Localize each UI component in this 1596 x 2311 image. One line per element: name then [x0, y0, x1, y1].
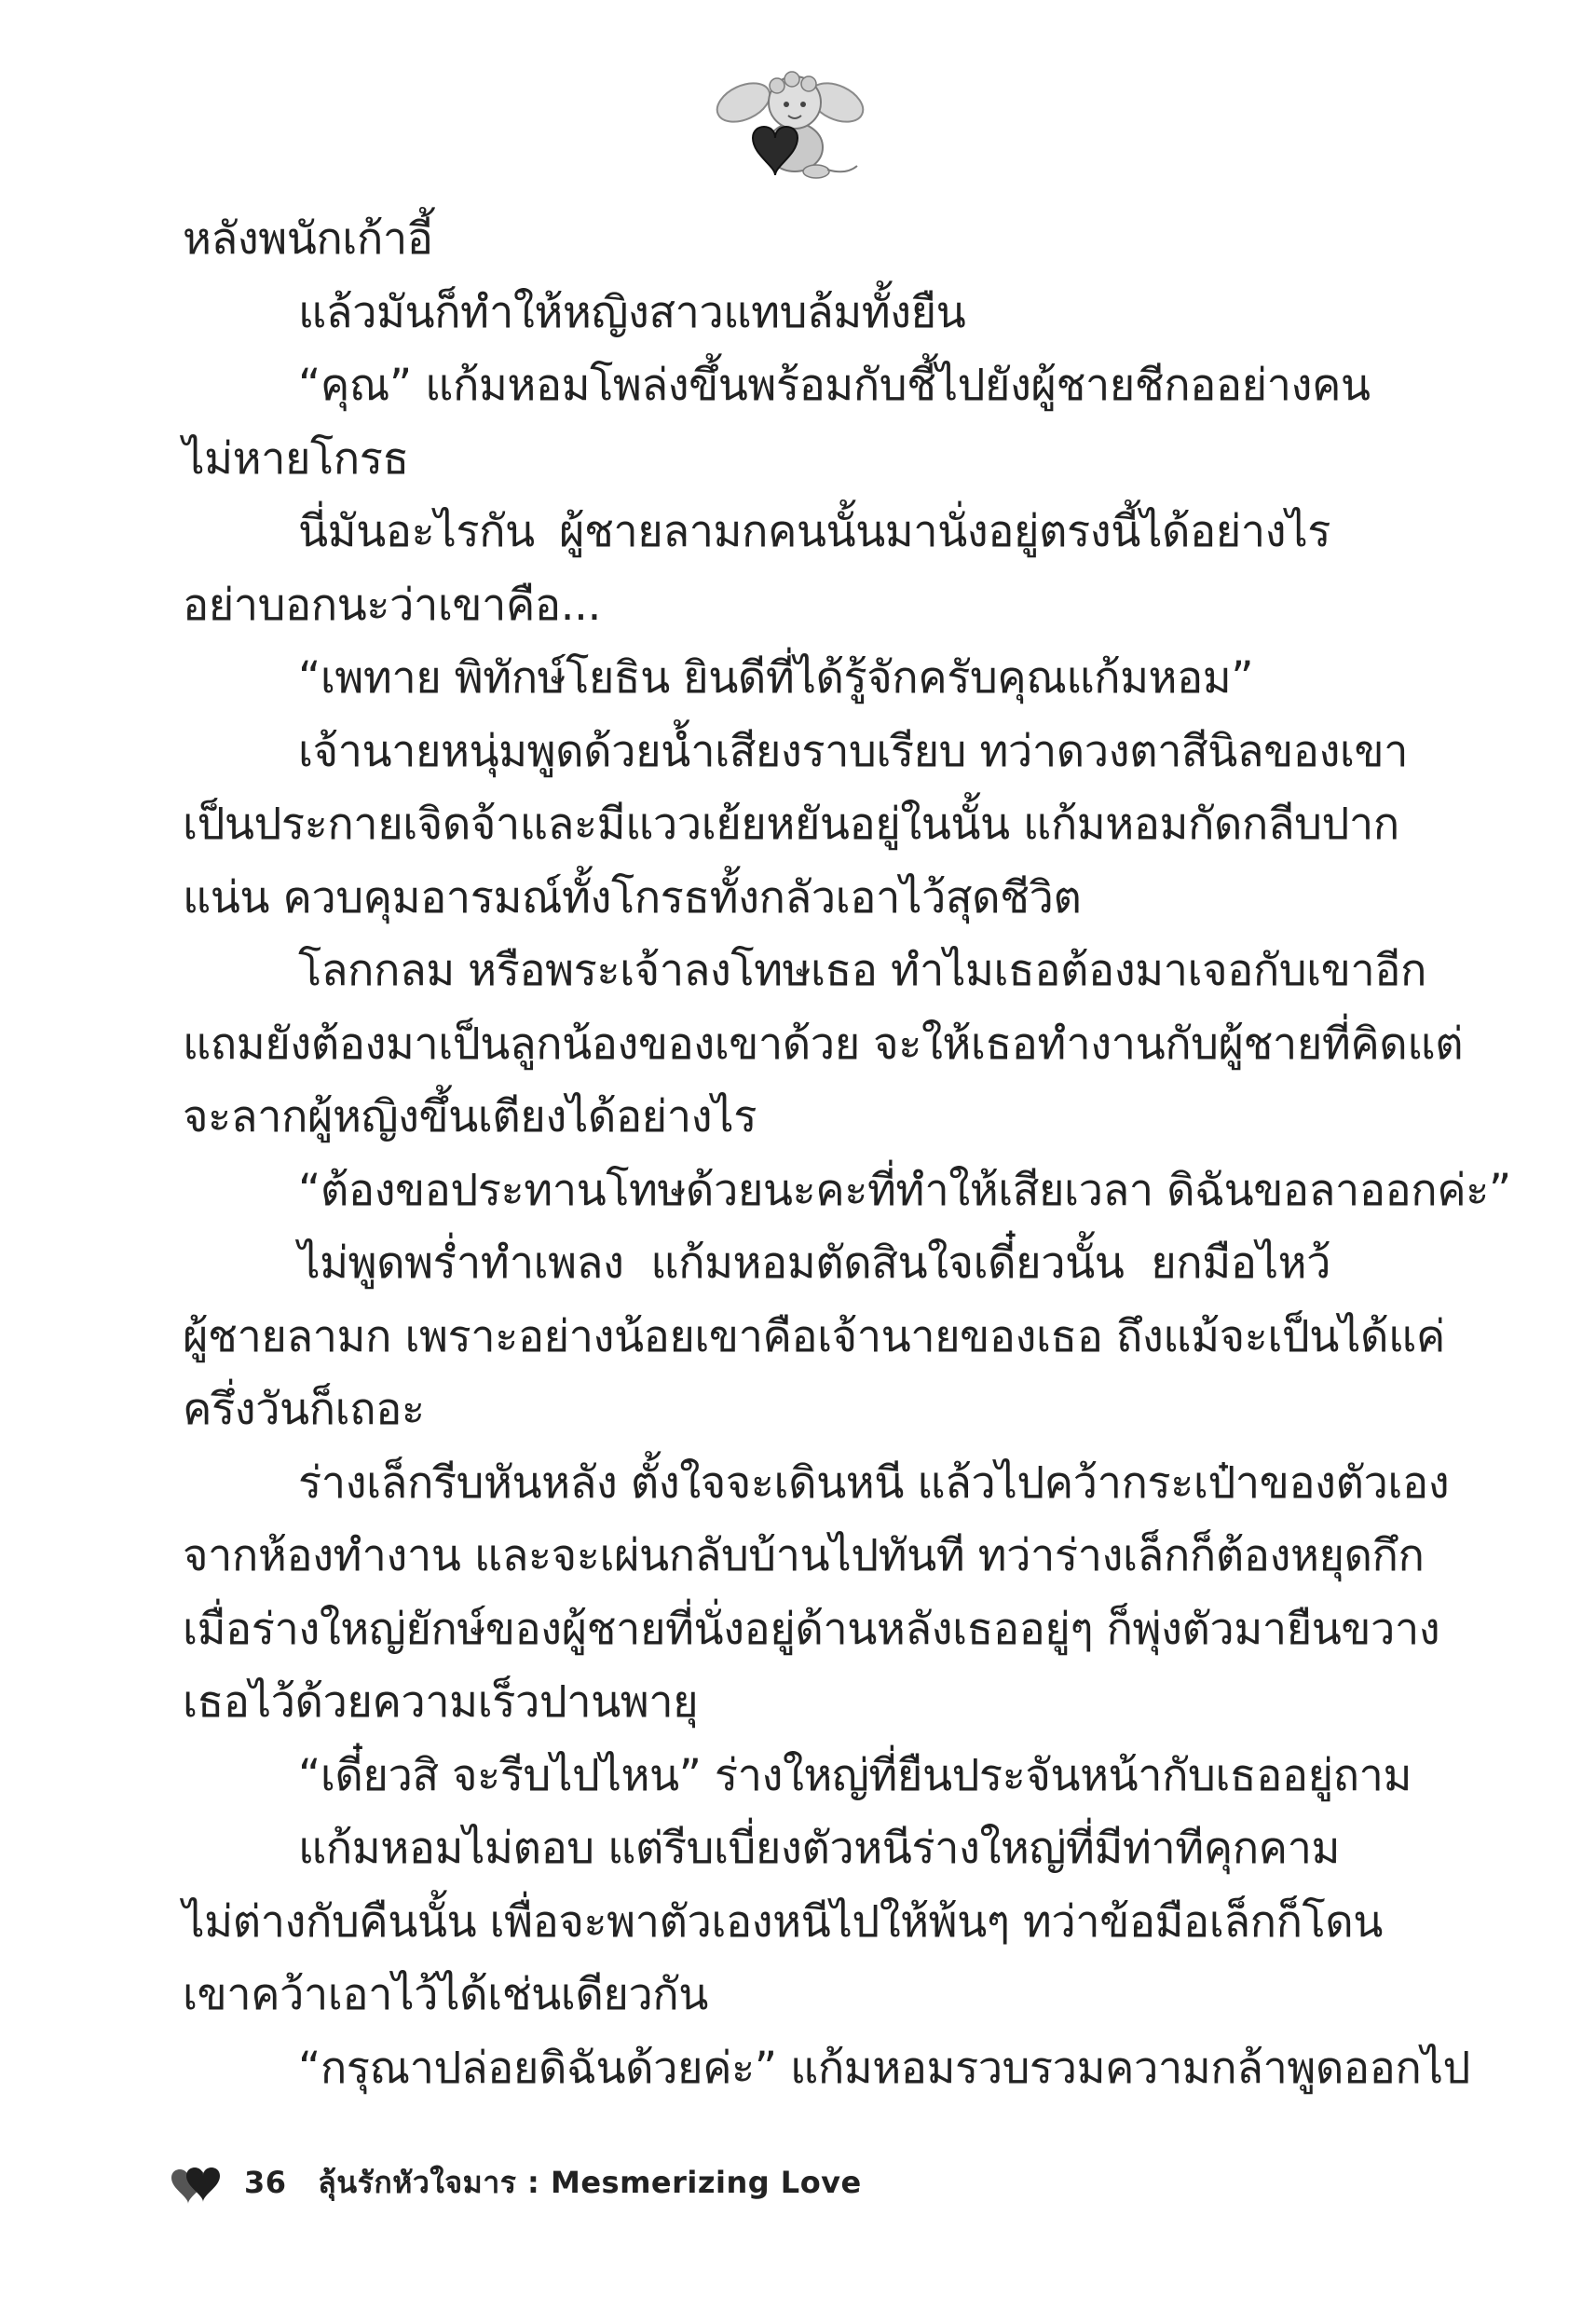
text-line: แถมยังต้องมาเป็นลูกน้องของเขาด้วย จะให้เธอทำงานกับผู้ชายที่คิดแต่ [183, 1018, 1464, 1070]
text-line: อย่าบอกนะว่าเขาคือ... [183, 579, 601, 631]
text-line: หลังพนักเก้าอี้ [183, 213, 433, 265]
text-line: โลกกลม หรือพระเจ้าลงโทษเธอ ทำไมเธอต้องมาเจอกับเขาอีก [298, 945, 1426, 996]
hearts-icon [168, 2159, 224, 2206]
text-line: ร่างเล็กรีบหันหลัง ตั้งใจจะเดินหนี แล้วไปคว้ากระเป๋าของตัวเอง [298, 1456, 1450, 1509]
text-line: เขาคว้าเอาไว้ได้เช่นเดียวกัน [183, 1969, 708, 2020]
text-line: “เดี๋ยวสิ จะรีบไปไหน” ร่างใหญ่ที่ยืนประจันหน้ากับเธออยู่ถาม [298, 1749, 1412, 1801]
text-line: “เพทาย พิทักษ์โยธิน ยินดีที่ได้รู้จักครับคุณแก้มหอม” [298, 652, 1254, 704]
text-line: “ต้องขอประทานโทษด้วยนะคะที่ทำให้เสียเวลา ดิฉันขอลาออกค่ะ” [298, 1164, 1511, 1216]
text-line: จากห้องทำงาน และจะเผ่นกลับบ้านไปทันที ทว่าร่างเล็กก็ต้องหยุดกึก [183, 1530, 1425, 1581]
text-line: นี่มันอะไรกัน ผู้ชายลามกคนนั้นมานั่งอยู่ตรงนี้ได้อย่างไร [298, 506, 1330, 557]
text-line: ไม่หายโกรธ [183, 432, 409, 485]
text-line: ไม่ต่างกับคืนนั้น เพื่อจะพาตัวเองหนีไปให้พ้นๆ ทว่าข้อมือเล็กก็โดน [183, 1895, 1383, 1948]
page-footer [168, 2154, 862, 2210]
text-line: ครึ่งวันก็เถอะ [183, 1384, 425, 1435]
body-text [183, 203, 1511, 2105]
text-line: เธอไว้ด้วยความเร็วปานพายุ [183, 1676, 699, 1728]
text-line: ผู้ชายลามก เพราะอย่างน้อยเขาคือเจ้านายของเธอ ถึงแม้จะเป็นได้แค่ [183, 1310, 1445, 1362]
text-line: “กรุณาปล่อยดิฉันด้วยค่ะ” แก้มหอมรวบรวมความกล้าพูดออกไป [298, 2042, 1470, 2094]
text-line: “คุณ” แก้มหอมโพล่งขึ้นพร้อมกับชี้ไปยังผู้ชายชีกออย่างคน [298, 360, 1371, 411]
text-line: เจ้านายหนุ่มพูดด้วยน้ำเสียงราบเรียบ ทว่าดวงตาสีนิลของเขา [298, 725, 1409, 777]
text-line: เมื่อร่างใหญ่ยักษ์ของผู้ชายที่นั่งอยู่ด้านหลังเธออยู่ๆ ก็พุ่งตัวมายืนขวาง [183, 1603, 1440, 1655]
page-number: 36 [244, 2164, 287, 2200]
text-line: แน่น ควบคุมอารมณ์ทั้งโกรธทั้งกลัวเอาไว้สุดชีวิต [183, 871, 1082, 923]
footer-text [244, 2159, 862, 2207]
text-line: ไม่พูดพร่ำทำเพลง แก้มหอมตัดสินใจเดี๋ยวนั้น ยกมือไหว้ [298, 1238, 1330, 1289]
cupid-with-heart-icon [706, 65, 874, 186]
book-title: ลุ้นรักหัวใจมาร : Mesmerizing Love [318, 2164, 862, 2200]
text-line: เป็นประกายเจิดจ้าและมีแววเย้ยหยันอยู่ในนั้น แก้มหอมกัดกลีบปาก [183, 799, 1399, 850]
text-line: แล้วมันก็ทำให้หญิงสาวแทบล้มทั้งยืน [298, 286, 966, 338]
text-line: จะลากผู้หญิงขึ้นเตียงได้อย่างไร [183, 1091, 757, 1142]
text-line: แก้มหอมไม่ตอบ แต่รีบเบี่ยงตัวหนีร่างใหญ่ที่มีท่าทีคุกคาม [298, 1823, 1340, 1874]
